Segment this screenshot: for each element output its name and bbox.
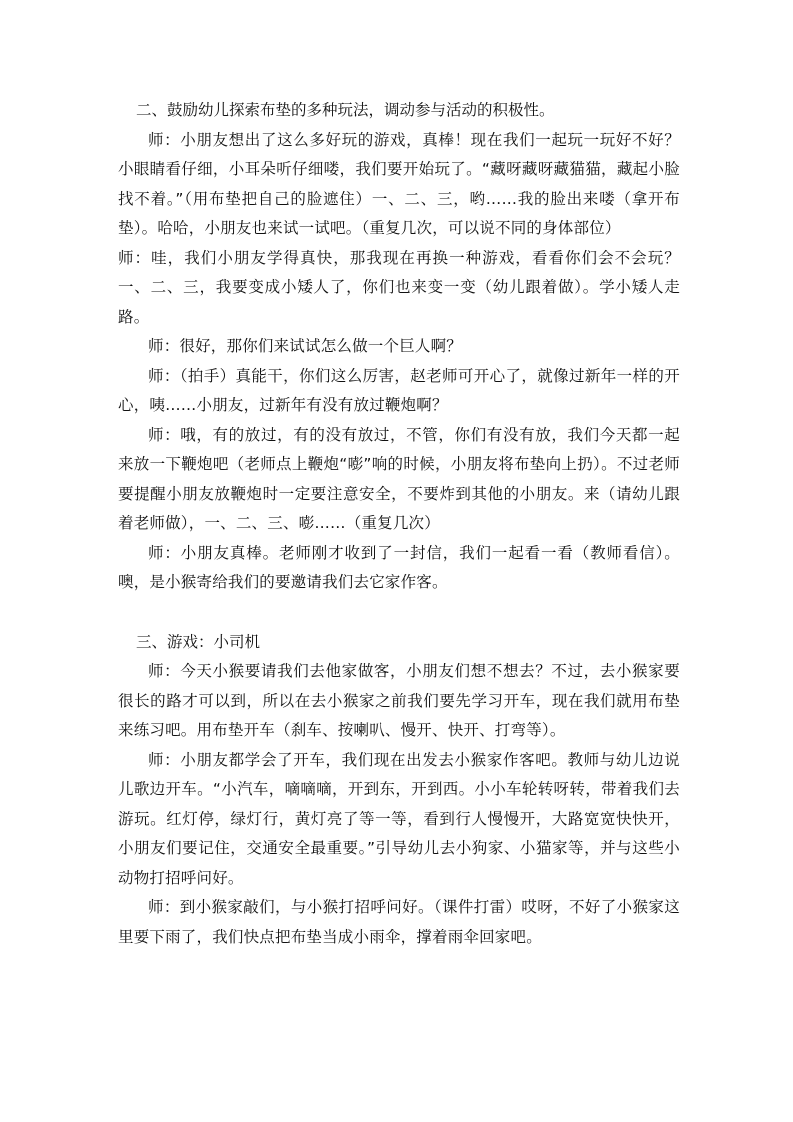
section-3-paragraph-2: 师：小朋友都学会了开车，我们现在出发去小猴家作客吧。教师与幼儿边说儿歌边开车。“小汽车，嘀嘀嘀，开到东，开到西。小小车轮转呀转，带着我们去游玩。红灯停，绿灯行，黄灯亮了等一等，看到行人慢慢开，大路宽宽快快开，小朋友们要记住，交通安全最重要。”引导幼儿去小狗家、小猫家等，并与这些小动物打招呼问好。 — [118, 750, 680, 887]
section-2-paragraph-1: 师：小朋友想出了这么多好玩的游戏，真棒！现在我们一起玩一玩好不好？小眼睛看仔细，小耳朵听仔细喽，我们要开始玩了。“藏呀藏呀藏猫猫，藏起小脸找不着。”（用布垫把自己的脸遮住）一、二、三，哟……我的脸出来喽（拿开布垫）。哈哈，小朋友也来试一试吧。（重复几次，可以说不同的身体部位） — [118, 130, 680, 237]
section-3-paragraph-3: 师：到小猴家敲们，与小猴打招呼问好。（课件打雷）哎呀，不好了小猴家这里要下雨了，我们快点把布垫当成小雨伞，撑着雨伞回家吧。 — [118, 898, 680, 946]
section-spacer — [118, 598, 680, 628]
section-2-paragraph-3: 师：很好，那你们来试试怎么做一个巨人啊？ — [148, 337, 463, 355]
section-2-paragraph-6: 师：小朋友真棒。老师刚才收到了一封信，我们一起看一看（教师看信）。噢，是小猴寄给我们的要邀请我们去它家作客。 — [118, 543, 680, 591]
section-2-paragraph-2: 师：哇，我们小朋友学得真快，那我现在再换一种游戏，看看你们会不会玩？一、二、三，我要变成小矮人了，你们也来变一变（幼儿跟着做）。学小矮人走路。 — [118, 248, 680, 326]
section-2-paragraph-5: 师：哦，有的放过，有的没有放过，不管，你们有没有放，我们今天都一起来放一下鞭炮吧（老师点上鞭炮“嘭”响的时候，小朋友将布垫向上扔）。不过老师要提醒小朋友放鞭炮时一定要注意安全，不要炸到其他的小朋友。来（请幼儿跟着老师做），一、二、三、嘭……（重复几次） — [118, 425, 680, 532]
section-3-heading: 三、游戏：小司机 — [136, 632, 261, 651]
section-2-paragraph-4: 师：（拍手）真能干，你们这么厉害，赵老师可开心了，就像过新年一样的开心，咦……小朋友，过新年有没有放过鞭炮啊？ — [118, 366, 680, 414]
section-3-paragraph-1: 师：今天小猴要请我们去他家做客，小朋友们想不想去？不过，去小猴家要很长的路才可以到，所以在去小猴家之前我们要先学习开车，现在我们就用布垫来练习吧。用布垫开车（刹车、按喇叭、慢开、快开、打弯等）。 — [118, 662, 680, 739]
document-body — [118, 96, 680, 952]
section-2-heading: 二、鼓励幼儿探索布垫的多种玩法，调动参与活动的积极性。 — [136, 101, 555, 119]
